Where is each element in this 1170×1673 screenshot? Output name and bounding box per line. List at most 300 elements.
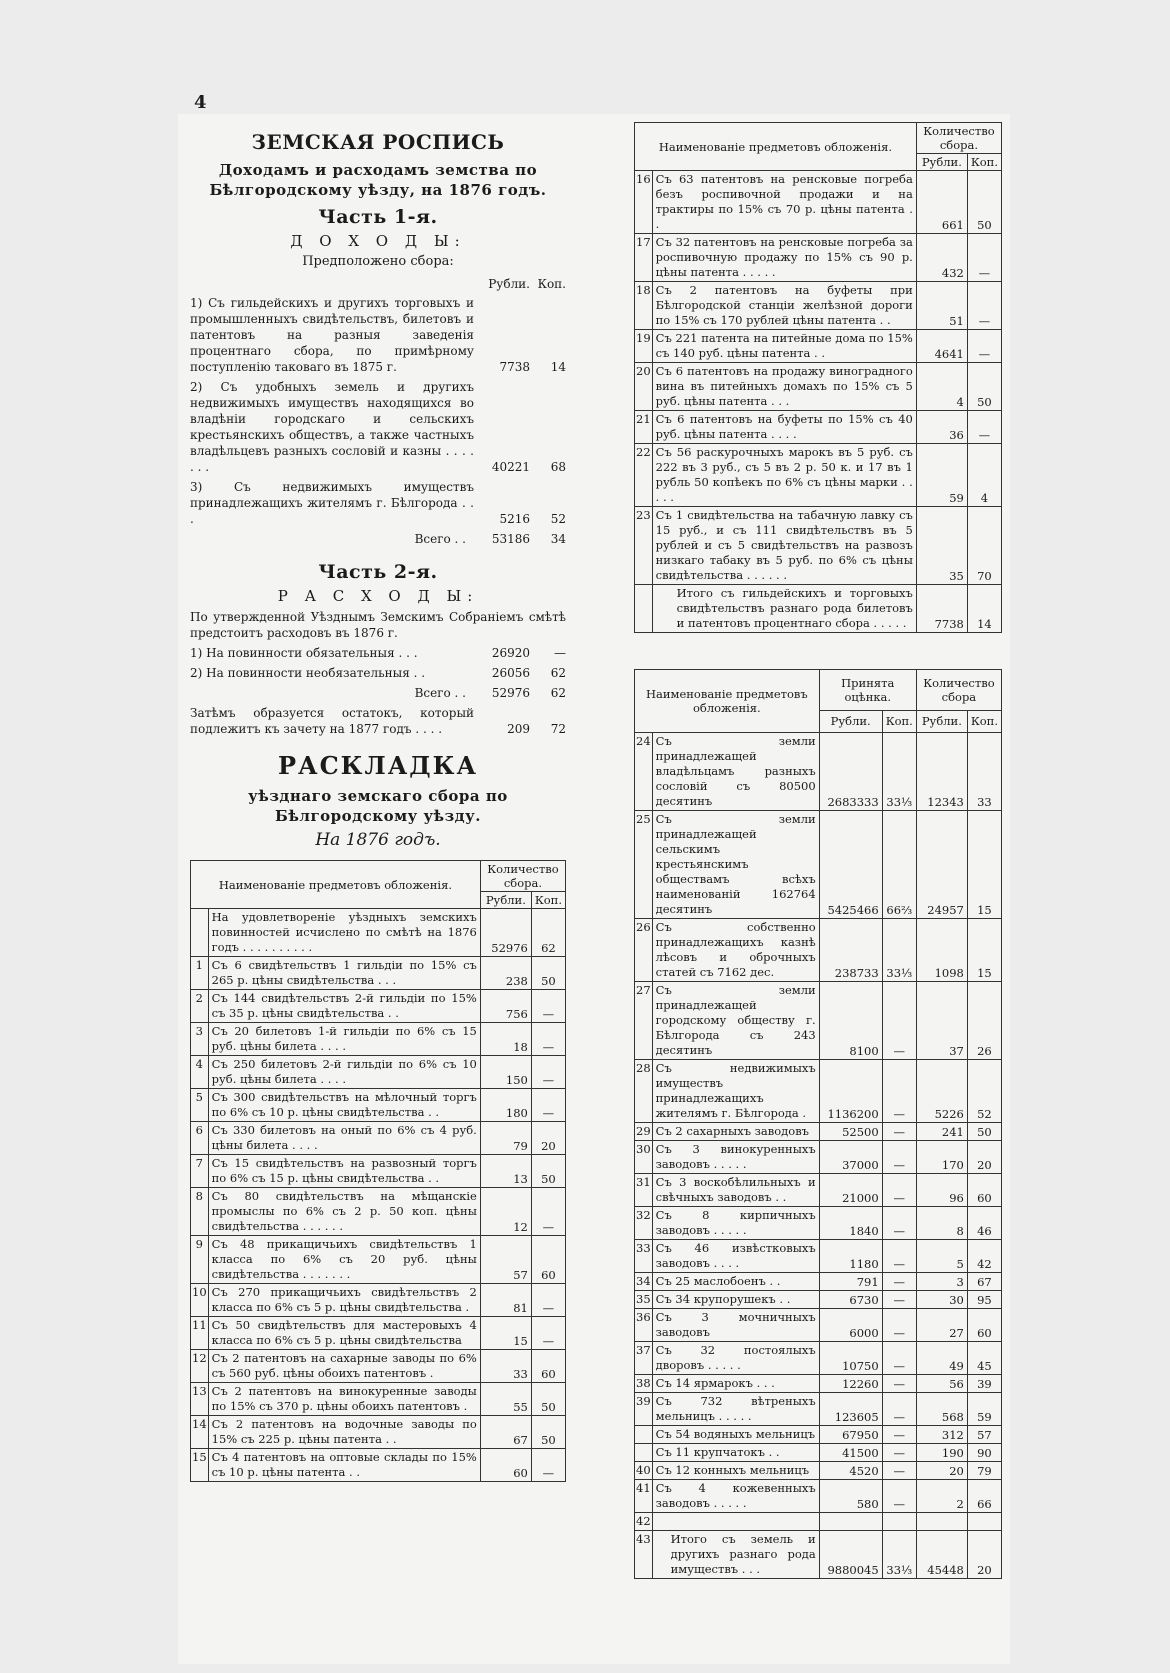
row-kop: 50 (967, 1123, 1001, 1141)
row-rub: 241 (916, 1123, 967, 1141)
item-kop: 52 (550, 512, 566, 526)
row-kop: 52 (967, 1060, 1001, 1123)
row-value-kop: — (882, 982, 916, 1060)
row-kop: 50 (531, 1383, 565, 1416)
row-description: Съ 2 патентовъ на сахарные заводы по 6% съ 560 руб. цѣны обоихъ патентовъ . (208, 1350, 480, 1383)
row-rub: 55 (480, 1383, 531, 1416)
row-value-rub: 791 (819, 1273, 882, 1291)
row-rub: 56 (916, 1375, 967, 1393)
col-kop-header: Коп. (967, 154, 1001, 171)
row-rub: 312 (916, 1426, 967, 1444)
table-row (191, 990, 566, 1023)
row-rub: 30 (916, 1291, 967, 1309)
row-rub: 20 (916, 1462, 967, 1480)
row-value-kop: — (882, 1375, 916, 1393)
row-rub: 36 (916, 411, 967, 444)
row-kop: — (531, 1056, 565, 1089)
row-rub: 12343 (916, 733, 967, 811)
row-rub: 15 (480, 1317, 531, 1350)
budget-item (190, 479, 566, 527)
row-rub: 238 (480, 957, 531, 990)
row-value-kop: — (882, 1426, 916, 1444)
row-value-kop: 33⅓ (882, 733, 916, 811)
row-kop: 50 (531, 1416, 565, 1449)
right-table1-body (635, 171, 1002, 633)
row-number: 12 (191, 1350, 209, 1383)
row-rub: 170 (916, 1141, 967, 1174)
row-value-rub: 580 (819, 1480, 882, 1513)
row-kop: 14 (967, 585, 1001, 633)
row-value-rub: 1840 (819, 1207, 882, 1240)
row-rub (916, 1513, 967, 1531)
row-value-kop: — (882, 1444, 916, 1462)
right-patent-table (634, 122, 1002, 633)
table-row (635, 282, 1002, 330)
row-number (635, 585, 653, 633)
row-number: 2 (191, 990, 209, 1023)
raskladka-year: На 1876 годъ. (315, 830, 441, 850)
row-number (635, 1444, 653, 1462)
row-description: Съ 2 патентовъ на винокуренные заводы по 15% съ 370 р. цѣны обоихъ патентовъ . (208, 1383, 480, 1416)
remainder-rub: 209 (507, 722, 530, 736)
row-kop: 57 (967, 1426, 1001, 1444)
row-value-kop: — (882, 1273, 916, 1291)
row-rub: 12 (480, 1188, 531, 1236)
row-rub: 37 (916, 982, 967, 1060)
row-number: 21 (635, 411, 653, 444)
table-row (191, 909, 566, 957)
row-kop: 60 (967, 1174, 1001, 1207)
row-rub: 3 (916, 1273, 967, 1291)
row-kop: — (967, 330, 1001, 363)
item-text: 2) На повинности необязательныя . . (190, 666, 426, 680)
part2-intro-text: По утвержденной Уѣзднымъ Земскимъ Собраніемъ смѣтѣ предстоитъ расходовъ въ 1876 г. (190, 610, 566, 640)
row-number: 18 (635, 282, 653, 330)
remainder-text: Затѣмъ образуется остатокъ, который подлежитъ къ зачету на 1877 годъ . . . . (190, 706, 474, 736)
row-number: 39 (635, 1393, 653, 1426)
document-subtitle: Доходамъ и расходамъ земства по Бѣлгородскому уѣзду, на 1876 годъ. (209, 161, 547, 199)
row-kop: 26 (967, 982, 1001, 1060)
row-kop: 62 (531, 909, 565, 957)
row-number: 1 (191, 957, 209, 990)
table-row (635, 1426, 1002, 1444)
item-rub: 7738 (499, 360, 530, 374)
row-value-rub: 1136200 (819, 1060, 882, 1123)
row-number: 28 (635, 1060, 653, 1123)
item-text: 3) Съ недвижимыхъ имуществъ принадлежащихъ жителямъ г. Бѣлгорода . . . (190, 480, 474, 526)
table-row (635, 1531, 1002, 1579)
row-description: Съ 46 извѣстковыхъ заводовъ . . . . (652, 1240, 819, 1273)
total-label: Всего . . (414, 532, 466, 546)
table-row (635, 1342, 1002, 1375)
part2-title: Часть 2-я. (318, 561, 438, 583)
row-number: 37 (635, 1342, 653, 1375)
col-vrub-header: Рубли. (819, 710, 882, 732)
row-value-rub: 238733 (819, 919, 882, 982)
row-description: Съ 6 патентовъ на буфеты по 15% съ 40 руб. цѣны патента . . . . (652, 411, 916, 444)
row-kop: 50 (967, 363, 1001, 411)
table-row (635, 1273, 1002, 1291)
row-kop: 50 (531, 1155, 565, 1188)
row-description: Съ 6 свидѣтельствъ 1 гильдіи по 15% съ 265 р. цѣны свидѣтельства . . . (208, 957, 480, 990)
row-kop: 50 (531, 957, 565, 990)
row-description: Съ 63 патентовъ на ренсковые погреба безъ роспивочной продажи и на трактиры по 15% съ 70 р. цѣны патента . . (652, 171, 916, 234)
row-value-rub: 6000 (819, 1309, 882, 1342)
row-kop: 4 (967, 444, 1001, 507)
row-number: 17 (635, 234, 653, 282)
row-value-rub: 6730 (819, 1291, 882, 1309)
item-text: 2) Съ удобныхъ земель и другихъ недвижимыхъ имуществъ находящихся во владѣніи городскаго и сельскихъ крестьянскихъ обществъ, а также частныхъ владѣльцевъ разныхъ сословій и казны . . . . . . . (190, 380, 474, 474)
total-kop: 62 (550, 686, 566, 700)
row-kop: 15 (967, 811, 1001, 919)
table-row (191, 1089, 566, 1122)
row-description: Съ 56 раскурочныхъ марокъ въ 5 руб. съ 222 въ 3 руб., съ 5 въ 2 р. 50 к. и 17 въ 1 рубль 50 копѣекъ по 6% съ цѣны марки . . . . . (652, 444, 916, 507)
part1-sub: Предположено сбора: (302, 254, 454, 269)
part2-total (190, 685, 566, 701)
table-row (191, 1350, 566, 1383)
table-row (635, 234, 1002, 282)
item-kop: — (554, 646, 566, 660)
row-number (635, 1426, 653, 1444)
row-number: 16 (635, 171, 653, 234)
row-number: 42 (635, 1513, 653, 1531)
col-kop-header: Коп. (531, 892, 565, 909)
budget-item (190, 665, 566, 681)
row-number: 33 (635, 1240, 653, 1273)
part1-title: Часть 1-я. (318, 206, 438, 228)
row-rub: 67 (480, 1416, 531, 1449)
row-description: Съ 6 патентовъ на продажу виноградного вина въ питейныхъ домахъ по 15% съ 5 руб. цѣны патента . . . (652, 363, 916, 411)
table-row (635, 1480, 1002, 1513)
row-number: 20 (635, 363, 653, 411)
part1-heading: Д О Х О Д Ы: (290, 232, 466, 250)
table-row (635, 1393, 1002, 1426)
item-text: 1) Съ гильдейскихъ и другихъ торговыхъ и промышленныхъ свидѣтельствъ, билетовъ и патентовъ на разныя заведенія процентнаго сбора, по примѣрному поступленію таковаго въ 1875 г. (190, 296, 474, 374)
item-kop: 62 (550, 666, 566, 680)
row-rub: 180 (480, 1089, 531, 1122)
page-number: 4 (194, 92, 207, 113)
row-description: Съ 4 кожевенныхъ заводовъ . . . . . (652, 1480, 819, 1513)
row-description: Съ 2 патентовъ на водочные заводы по 15% съ 225 р. цѣны патента . . (208, 1416, 480, 1449)
row-number: 3 (191, 1023, 209, 1056)
item-rub: 5216 (499, 512, 530, 526)
row-description: Съ 3 винокуренныхъ заводовъ . . . . . (652, 1141, 819, 1174)
budget-item (190, 645, 566, 661)
row-description: Съ 14 ярмарокъ . . . (652, 1375, 819, 1393)
row-kop: — (531, 1023, 565, 1056)
item-text: 1) На повинности обязательныя . . . (190, 646, 418, 660)
col-rub-header: Рубли. (916, 154, 967, 171)
table-row (635, 1291, 1002, 1309)
remainder-line (190, 705, 566, 737)
row-value-kop: — (882, 1174, 916, 1207)
row-value-kop: — (882, 1480, 916, 1513)
kop-label: Коп. (537, 277, 566, 291)
total-kop: 34 (550, 532, 566, 546)
row-description: Съ 11 крупчатокъ . . (652, 1444, 819, 1462)
row-value-rub: 41500 (819, 1444, 882, 1462)
row-description: Съ 1 свидѣтельства на табачную лавку съ 15 руб., и съ 111 свидѣтельствъ въ 5 рублей и съ 5 свидѣтельствъ на развозъ низкаго табаку въ 5 руб. по 6% съ цѣны свидѣтельства . . . . . . (652, 507, 916, 585)
row-description: Съ 2 патентовъ на буфеты при Бѣлгородской станціи желѣзной дороги по 15% съ 170 рублей цѣны патента . . (652, 282, 916, 330)
row-number: 35 (635, 1291, 653, 1309)
col-name-header: Наименованіе предметовъ обложенія. (635, 670, 820, 733)
table-row (635, 1174, 1002, 1207)
row-kop: 39 (967, 1375, 1001, 1393)
row-value-kop: 66⅔ (882, 811, 916, 919)
row-kop: — (531, 1284, 565, 1317)
row-kop: 59 (967, 1393, 1001, 1426)
row-value-kop: 33⅓ (882, 919, 916, 982)
table-row (635, 1444, 1002, 1462)
table-row (635, 1240, 1002, 1273)
row-number: 32 (635, 1207, 653, 1240)
row-kop: 20 (967, 1141, 1001, 1174)
row-number: 25 (635, 811, 653, 919)
table-row (191, 1188, 566, 1236)
row-description: Съ 25 маслобоенъ . . (652, 1273, 819, 1291)
remainder-kop: 72 (550, 722, 566, 736)
row-description: Съ 80 свидѣтельствъ на мѣщанскіе промыслы по 6% съ 2 р. 50 коп. цѣны свидѣтельства . . . . . . (208, 1188, 480, 1236)
row-rub: 57 (480, 1236, 531, 1284)
table-row (635, 1375, 1002, 1393)
row-rub: 18 (480, 1023, 531, 1056)
row-value-kop: — (882, 1309, 916, 1342)
row-rub: 661 (916, 171, 967, 234)
row-description: Съ 3 мочничныхъ заводовъ (652, 1309, 819, 1342)
row-rub: 4641 (916, 330, 967, 363)
row-kop: — (531, 1089, 565, 1122)
row-number: 26 (635, 919, 653, 982)
row-description: Съ 15 свидѣтельствъ на развозный торгъ по 6% съ 15 р. цѣны свидѣтельства . . (208, 1155, 480, 1188)
row-rub: 79 (480, 1122, 531, 1155)
row-description: Съ 270 прикащичьихъ свидѣтельствъ 2 класса по 6% съ 5 р. цѣны свидѣтельства . (208, 1284, 480, 1317)
row-number: 19 (635, 330, 653, 363)
row-number (191, 909, 209, 957)
col-amount-header: Количество сбора (916, 670, 1001, 711)
row-value-kop: — (882, 1462, 916, 1480)
row-kop: 60 (967, 1309, 1001, 1342)
table-row (635, 1462, 1002, 1480)
row-number: 41 (635, 1480, 653, 1513)
row-kop: — (967, 234, 1001, 282)
row-kop: — (531, 1188, 565, 1236)
row-kop: 70 (967, 507, 1001, 585)
row-value-kop: — (882, 1060, 916, 1123)
row-value-kop: — (882, 1207, 916, 1240)
row-description: Съ 330 билетовъ на оный по 6% съ 4 руб. цѣны билета . . . . (208, 1122, 480, 1155)
right-land-table (634, 669, 1002, 1579)
row-rub: 35 (916, 507, 967, 585)
row-value-kop: — (882, 1240, 916, 1273)
row-value-rub: 123605 (819, 1393, 882, 1426)
part2-intro (190, 609, 566, 641)
row-rub: 24957 (916, 811, 967, 919)
row-value-rub: 67950 (819, 1426, 882, 1444)
table-row (191, 1383, 566, 1416)
row-rub: 4 (916, 363, 967, 411)
row-value-rub: 10750 (819, 1342, 882, 1375)
row-kop: 66 (967, 1480, 1001, 1513)
row-number: 5 (191, 1089, 209, 1122)
col-amount-header: Количество сбора. (480, 861, 565, 892)
col-rub-header: Рубли. (916, 710, 967, 732)
row-kop: 79 (967, 1462, 1001, 1480)
row-value-kop: — (882, 1141, 916, 1174)
left-table-body (191, 909, 566, 1482)
col-kop-header: Коп. (967, 710, 1001, 732)
rub-label: Рубли. (488, 277, 530, 291)
row-description: Съ 2 сахарныхъ заводовъ (652, 1123, 819, 1141)
right-column (634, 122, 1002, 1579)
left-assessment-table (190, 860, 566, 1482)
row-rub: 13 (480, 1155, 531, 1188)
row-kop: 60 (531, 1350, 565, 1383)
row-number: 11 (191, 1317, 209, 1350)
part1-total (190, 531, 566, 547)
row-number: 14 (191, 1416, 209, 1449)
table-row (191, 1236, 566, 1284)
left-column (190, 122, 566, 1482)
row-number: 43 (635, 1531, 653, 1579)
table-row (635, 1207, 1002, 1240)
row-kop: — (531, 1449, 565, 1482)
row-kop: 60 (531, 1236, 565, 1284)
row-number: 36 (635, 1309, 653, 1342)
row-description (652, 1513, 819, 1531)
table-row (191, 1155, 566, 1188)
row-description: Съ 54 водяныхъ мельницъ (652, 1426, 819, 1444)
row-description: Съ 20 билетовъ 1-й гильдіи по 6% съ 15 руб. цѣны билета . . . . (208, 1023, 480, 1056)
row-kop: 90 (967, 1444, 1001, 1462)
row-value-kop (882, 1513, 916, 1531)
total-label: Всего . . (414, 686, 466, 700)
table-row (635, 411, 1002, 444)
row-description: Съ 144 свидѣтельствъ 2-й гильдіи по 15% съ 35 р. цѣны свидѣтельства . . (208, 990, 480, 1023)
raskladka-subtitle: уѣзднаго земскаго сбора по Бѣлгородскому уѣзду. (248, 787, 508, 825)
row-number: 4 (191, 1056, 209, 1089)
row-number: 38 (635, 1375, 653, 1393)
row-rub: 27 (916, 1309, 967, 1342)
total-rub: 52976 (491, 686, 530, 700)
row-description: Съ 32 патентовъ на ренсковые погреба за роспивочную продажу по 15% съ 90 р. цѣны патента . . . . . (652, 234, 916, 282)
table-row (635, 585, 1002, 633)
table-row (635, 507, 1002, 585)
row-description: Съ 50 свидѣтельствъ для мастеровыхъ 4 класса по 6% съ 5 р. цѣны свидѣтельства (208, 1317, 480, 1350)
row-description: На удовлетвореніе уѣздныхъ земскихъ повинностей исчислено по смѣтѣ на 1876 годъ . . . . . . . . . . (208, 909, 480, 957)
row-description: Итого съ земель и другихъ разнаго рода имуществъ . . . (652, 1531, 819, 1579)
row-kop: — (967, 282, 1001, 330)
row-description: Съ 32 постоялыхъ дворовъ . . . . . (652, 1342, 819, 1375)
row-kop (967, 1513, 1001, 1531)
row-number: 30 (635, 1141, 653, 1174)
row-description: Съ недвижимыхъ имуществъ принадлежащихъ жителямъ г. Бѣлгорода . (652, 1060, 819, 1123)
row-value-rub: 5425466 (819, 811, 882, 919)
row-rub: 59 (916, 444, 967, 507)
table-row (191, 1449, 566, 1482)
row-number: 15 (191, 1449, 209, 1482)
col-name-header: Наименованіе предметовъ обложенія. (635, 123, 917, 171)
row-number: 27 (635, 982, 653, 1060)
row-value-rub: 52500 (819, 1123, 882, 1141)
row-value-rub: 12260 (819, 1375, 882, 1393)
row-value-kop: — (882, 1291, 916, 1309)
col-vkop-header: Коп. (882, 710, 916, 732)
row-kop: 15 (967, 919, 1001, 982)
row-value-rub: 37000 (819, 1141, 882, 1174)
item-rub: 26920 (491, 646, 530, 660)
row-description: Съ 221 патента на питейные дома по 15% съ 140 руб. цѣны патента . . (652, 330, 916, 363)
row-kop: — (531, 990, 565, 1023)
row-number: 24 (635, 733, 653, 811)
row-kop: 20 (531, 1122, 565, 1155)
col-value-header: Принята оцѣнка. (819, 670, 916, 711)
row-description: Съ 8 кирпичныхъ заводовъ . . . . . (652, 1207, 819, 1240)
row-rub: 51 (916, 282, 967, 330)
row-description: Съ 3 воскобѣлильныхъ и свѣчныхъ заводовъ . . (652, 1174, 819, 1207)
row-rub: 8 (916, 1207, 967, 1240)
budget-item (190, 295, 566, 375)
right-table2-body (635, 733, 1002, 1579)
total-rub: 53186 (491, 532, 530, 546)
row-rub: 2 (916, 1480, 967, 1513)
row-kop: — (967, 411, 1001, 444)
row-rub: 7738 (916, 585, 967, 633)
row-value-rub: 2683333 (819, 733, 882, 811)
row-value-kop: 33⅓ (882, 1531, 916, 1579)
row-rub: 49 (916, 1342, 967, 1375)
document-title: ЗЕМСКАЯ РОСПИСЬ (251, 130, 505, 154)
row-description: Итого съ гильдейскихъ и торговыхъ свидѣтельствъ разнаго рода билетовъ и патентовъ процентнаго сбора . . . . . (652, 585, 916, 633)
row-description: Съ 300 свидѣтельствъ на мѣлочный торгъ по 6% съ 10 р. цѣны свидѣтельства . . (208, 1089, 480, 1122)
row-description: Съ земли принадлежащей владѣльцамъ разныхъ сословій съ 80500 десятинъ (652, 733, 819, 811)
row-number: 31 (635, 1174, 653, 1207)
table-row (635, 330, 1002, 363)
row-description: Съ 48 прикащичьихъ свидѣтельствъ 1 класса по 6% съ 20 руб. цѣны свидѣтельства . . . . . . . (208, 1236, 480, 1284)
row-description: Съ 250 билетовъ 2-й гильдіи по 6% съ 10 руб. цѣны билета . . . . (208, 1056, 480, 1089)
row-description: Съ 732 вѣтреныхъ мельницъ . . . . . (652, 1393, 819, 1426)
table-row (635, 982, 1002, 1060)
row-rub: 432 (916, 234, 967, 282)
row-value-kop: — (882, 1393, 916, 1426)
table-row (191, 1023, 566, 1056)
table-row (191, 957, 566, 990)
table-row (191, 1056, 566, 1089)
row-rub: 5 (916, 1240, 967, 1273)
row-description: Съ земли принадлежащей городскому обществу г. Бѣлгорода съ 243 десятинъ (652, 982, 819, 1060)
table-row (635, 1123, 1002, 1141)
row-rub: 568 (916, 1393, 967, 1426)
col-name-header: Наименованіе предметовъ обложенія. (191, 861, 481, 909)
row-kop: — (531, 1317, 565, 1350)
table-row (635, 1309, 1002, 1342)
table-row (191, 1416, 566, 1449)
table-row (191, 1317, 566, 1350)
row-rub: 60 (480, 1449, 531, 1482)
item-kop: 14 (550, 360, 566, 374)
col-amount-header: Количество сбора. (916, 123, 1001, 154)
part2-items (190, 645, 566, 681)
item-kop: 68 (550, 460, 566, 474)
row-value-rub (819, 1513, 882, 1531)
row-rub: 190 (916, 1444, 967, 1462)
row-description: Съ 4 патентовъ на оптовые склады по 15% съ 10 р. цѣны патента . . (208, 1449, 480, 1482)
row-kop: 20 (967, 1531, 1001, 1579)
row-kop: 33 (967, 733, 1001, 811)
row-rub: 33 (480, 1350, 531, 1383)
table-row (635, 363, 1002, 411)
row-number: 34 (635, 1273, 653, 1291)
row-rub: 1098 (916, 919, 967, 982)
